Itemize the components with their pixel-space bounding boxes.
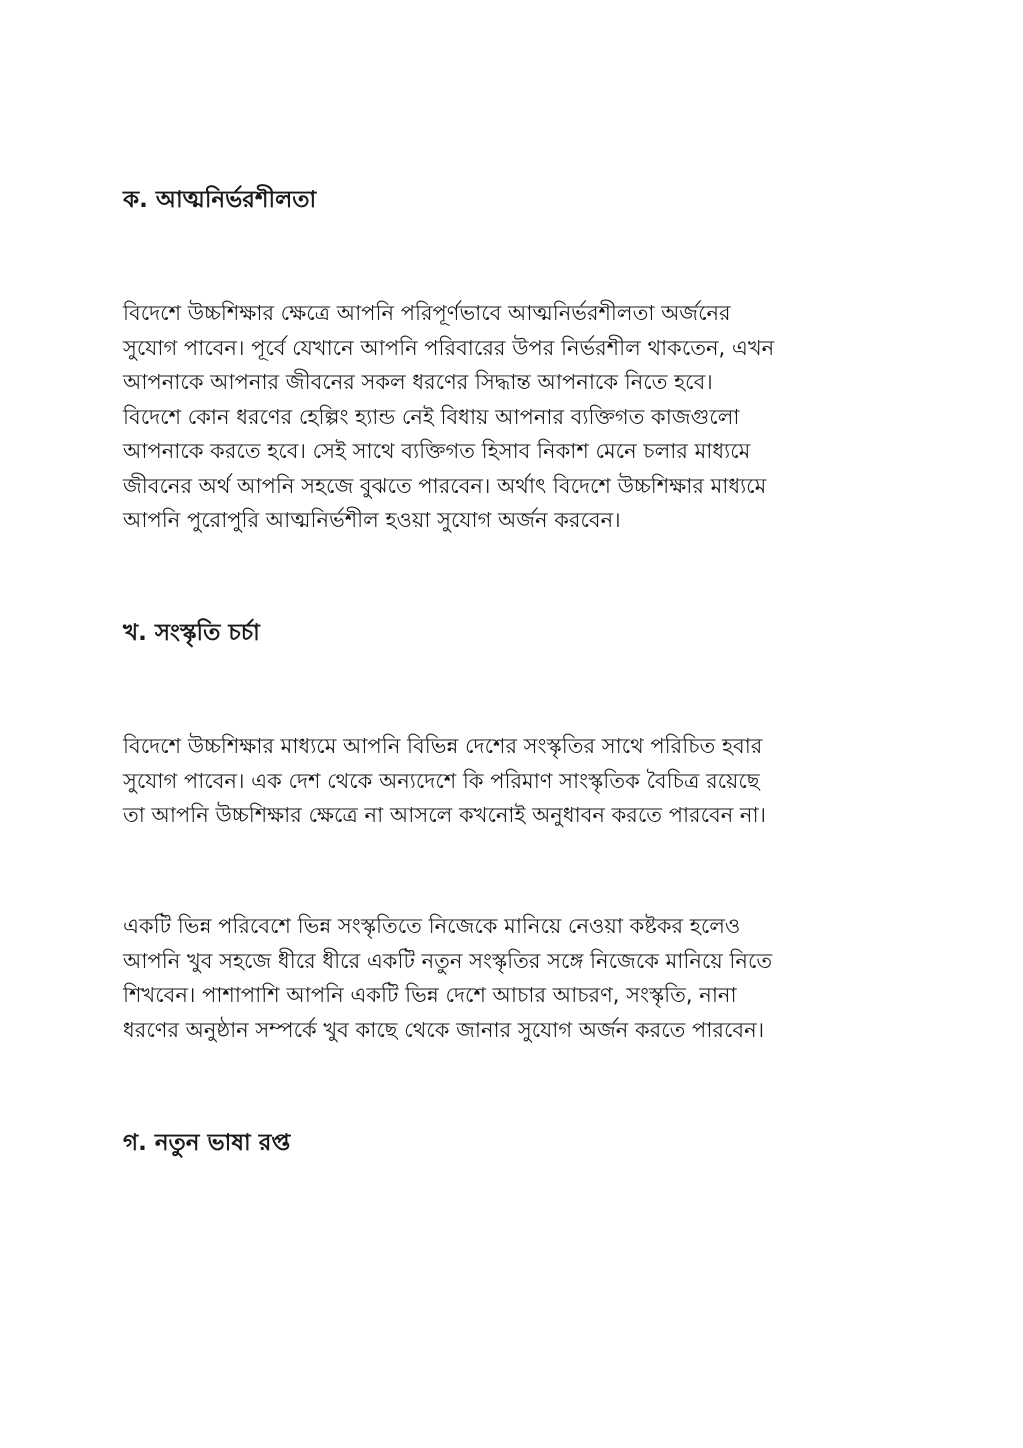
- text-line: আপনি খুব সহজে ধীরে ধীরে একটি নতুন সংস্কৃতির সঙ্গে নিজেকে মানিয়ে নিতে: [123, 948, 773, 973]
- section-heading-new-language: গ. নতুন ভাষা রপ্ত: [123, 1130, 291, 1156]
- text-line: বিদেশে উচ্চশিক্ষার মাধ্যমে আপনি বিভিন্ন দেশের সংস্কৃতির সাথে পরিচিত হবার: [123, 734, 763, 758]
- text-line: জীবনের অর্থ আপনি সহজে বুঝতে পারবেন। অর্থাৎ বিদেশে উচ্চশিক্ষার মাধ্যমে: [123, 473, 767, 498]
- text-line: ধরণের অনুষ্ঠান সম্পর্কে খুব কাছে থেকে জানার সুযোগ অর্জন করতে পারবেন।: [123, 1017, 765, 1042]
- text-line: সুযোগ পাবেন। এক দেশ থেকে অন্যদেশে কি পরিমাণ সাংস্কৃতিক বৈচিত্র রয়েছে: [123, 768, 760, 793]
- paragraph-culture-1: [123, 729, 893, 833]
- text-line: আপনাকে করতে হবে। সেই সাথে ব্যক্তিগত হিসাব নিকাশ মেনে চলার মাধ্যমে: [123, 439, 751, 463]
- section-heading-self-reliance: ক. আত্মনির্ভরশীলতা: [123, 187, 317, 213]
- text-line: সুযোগ পাবেন। পূর্বে যেখানে আপনি পরিবারের উপর নির্ভরশীল থাকতেন, এখন: [123, 335, 775, 360]
- text-line: বিদেশে উচ্চশিক্ষার ক্ষেত্রে আপনি পরিপূর্ণভাবে আত্মনির্ভরশীলতা অর্জনের: [123, 301, 731, 325]
- text-line: আপনাকে আপনার জীবনের সকল ধরণের সিদ্ধান্ত আপনাকে নিতে হবে।: [123, 370, 713, 394]
- text-line: একটি ভিন্ন পরিবেশে ভিন্ন সংস্কৃতিতে নিজেকে মানিয়ে নেওয়া কষ্টকর হলেও: [123, 914, 741, 938]
- text-line: আপনি পুরোপুরি আত্মনির্ভশীল হওয়া সুযোগ অর্জন করবেন।: [123, 508, 621, 532]
- text-line: তা আপনি উচ্চশিক্ষার ক্ষেত্রে না আসলে কখনোই অনুধাবন করতে পারবেন না।: [123, 803, 767, 827]
- text-line: বিদেশে কোন ধরণের হেল্পিং হ্যান্ড নেই বিধায় আপনার ব্যক্তিগত কাজগুলো: [123, 404, 740, 429]
- section-heading-culture: খ. সংস্কৃতি চর্চা: [123, 620, 260, 646]
- paragraph-self-reliance: [123, 296, 893, 538]
- text-line: শিখবেন। পাশাপাশি আপনি একটি ভিন্ন দেশে আচার আচরণ, সংস্কৃতি, নানা: [123, 983, 737, 1007]
- paragraph-culture-2: [123, 909, 893, 1047]
